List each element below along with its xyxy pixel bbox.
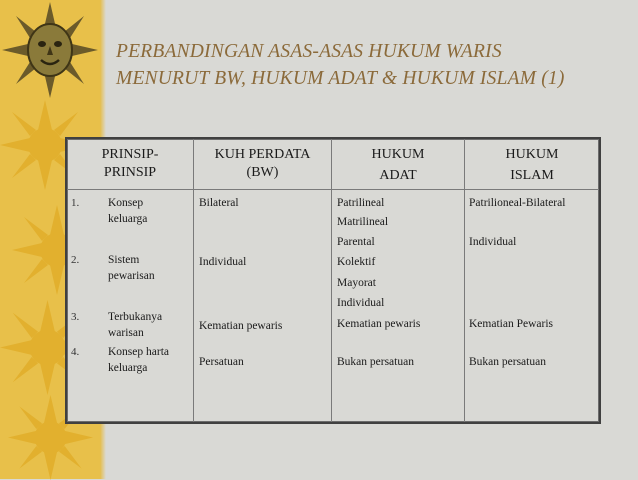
islam-cell: Kematian Pewaris xyxy=(469,318,553,330)
slide-title xyxy=(116,38,621,92)
adat-cell: Bukan persatuan xyxy=(337,356,414,368)
header-hukum-islam: HUKUM ISLAM xyxy=(505,147,559,183)
row-number: 3. xyxy=(71,311,80,323)
row-number: 4. xyxy=(71,346,80,358)
header-divider xyxy=(67,189,599,190)
adat-cell: Matrilineal xyxy=(337,216,389,228)
islam-cell: Individual xyxy=(469,236,517,248)
adat-cell: Mayorat xyxy=(337,277,376,289)
islam-cell: Bukan persatuan xyxy=(469,356,546,368)
prinsip-konsep-keluarga: Konsep keluarga xyxy=(108,197,148,225)
row-number: 2. xyxy=(71,254,80,266)
row-number: 1. xyxy=(71,197,80,209)
adat-cell: Individual xyxy=(337,297,385,309)
bw-cell: Persatuan xyxy=(199,356,244,368)
comparison-table xyxy=(65,137,601,424)
header-kuh-perdata: KUH PERDATA (BW) xyxy=(214,147,311,180)
header-hukum-adat: HUKUM ADAT xyxy=(371,147,425,183)
tribal-mask-sun-icon xyxy=(0,0,100,100)
adat-cell: Parental xyxy=(337,236,375,248)
title-line-2: MENURUT BW, HUKUM ADAT & HUKUM ISLAM (1) xyxy=(116,68,565,89)
bw-cell: Individual xyxy=(199,256,247,268)
bw-cell: Kematian pewaris xyxy=(199,320,283,332)
title-line-1: PERBANDINGAN ASAS-ASAS HUKUM WARIS xyxy=(116,41,502,62)
prinsip-terbukanya-warisan: Terbukanya warisan xyxy=(108,311,163,339)
adat-cell: Kematian pewaris xyxy=(337,318,421,330)
header-prinsip: PRINSIP- PRINSIP xyxy=(101,147,159,180)
islam-cell: Patrilioneal-Bilateral xyxy=(469,197,566,209)
adat-cell: Kolektif xyxy=(337,256,376,268)
adat-cell: Patrilineal xyxy=(337,197,385,209)
prinsip-konsep-harta-keluarga: Konsep harta keluarga xyxy=(108,346,169,374)
prinsip-sistem-pewarisan: Sistem pewarisan xyxy=(108,254,155,282)
bw-cell: Bilateral xyxy=(199,197,239,209)
